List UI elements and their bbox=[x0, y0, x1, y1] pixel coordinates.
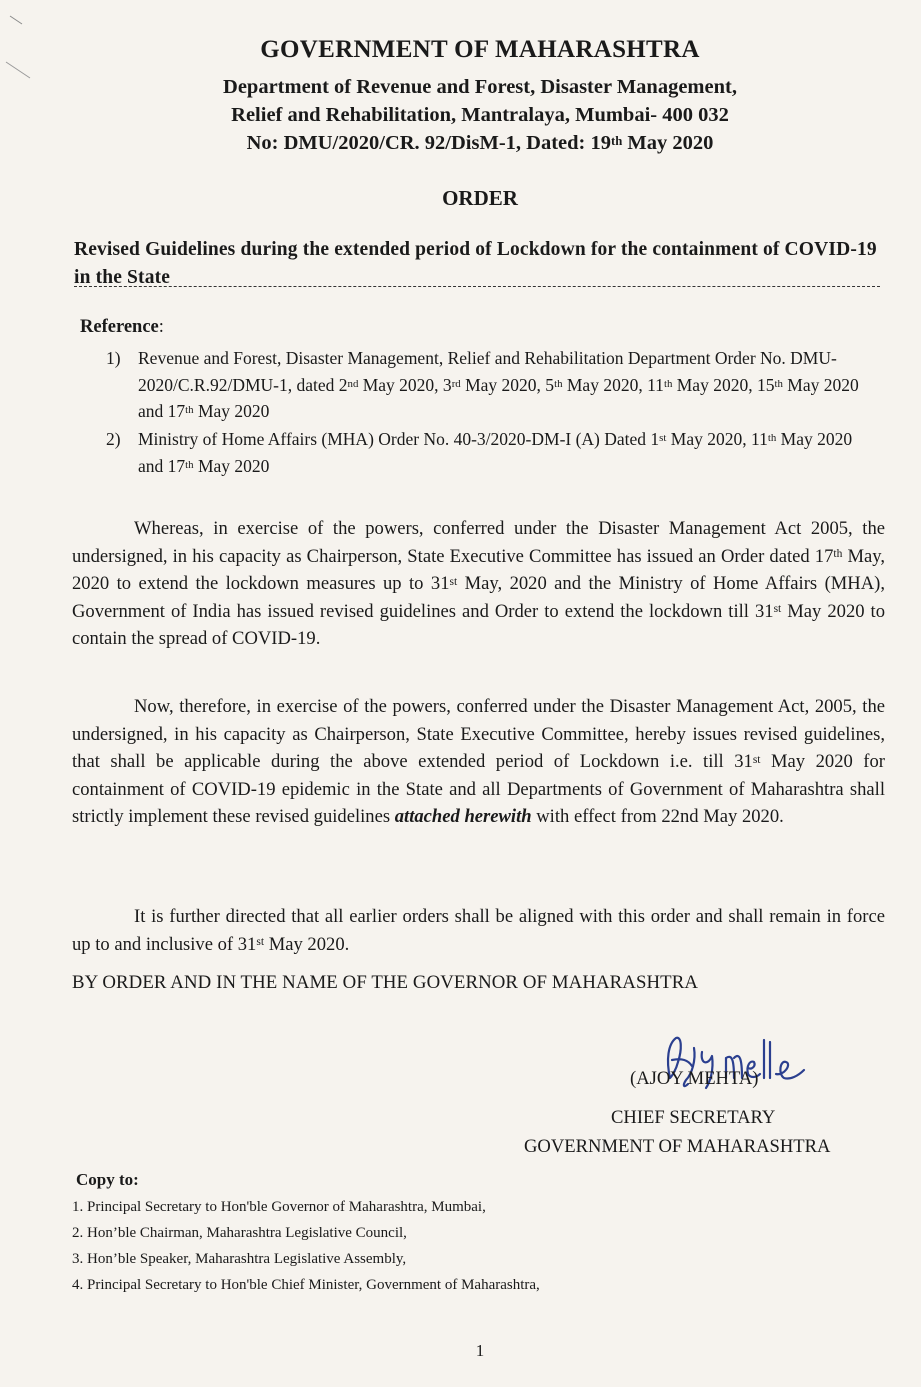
signatory-organization: GOVERNMENT OF MAHARASHTRA bbox=[524, 1136, 831, 1157]
reference-number: 2) bbox=[106, 429, 121, 449]
reference-number: 1) bbox=[106, 348, 121, 368]
dashed-divider bbox=[74, 286, 880, 287]
reference-item bbox=[106, 345, 866, 425]
order-title: ORDER bbox=[442, 186, 518, 210]
reference-heading-text: Reference bbox=[80, 317, 159, 337]
ordinal-sup: th bbox=[611, 133, 623, 148]
subject-heading: Revised Guidelines during the extended period of Lockdown for the containment of COVID-19 in the State bbox=[74, 239, 877, 288]
reference-colon: : bbox=[158, 317, 164, 337]
body-paragraph: Whereas, in exercise of the powers, conferred under the Disaster Management Act 2005, the undersigned, in his capacity as Chairperson, State Executive Committee has issued an Order dated 17th May, 2020 to extend the lockdown measures up to 31st May, 2020 and the Ministry of Home Affairs (MHA), Government of India has issued revised guidelines and Order to extend the lockdown till 31st May 2020 to contain the spread of COVID-19. bbox=[72, 518, 885, 649]
copy-to-item: 1. Principal Secretary to Hon'ble Governor of Maharashtra, Mumbai, bbox=[72, 1199, 486, 1215]
signatory-designation: CHIEF SECRETARY bbox=[611, 1107, 776, 1128]
page-number: 1 bbox=[475, 1341, 485, 1360]
department-line-1: Department of Revenue and Forest, Disaster Management, bbox=[223, 76, 737, 98]
copy-to-item: 4. Principal Secretary to Hon'ble Chief Minister, Government of Maharashtra, bbox=[72, 1277, 540, 1293]
order-number-text: May 2020 bbox=[622, 132, 714, 154]
reference-item bbox=[106, 426, 866, 479]
body-paragraph: It is further directed that all earlier orders shall be aligned with this order and shall remain in force up to and inclusive of 31st May 2020. bbox=[72, 906, 885, 955]
government-heading: GOVERNMENT OF MAHARASHTRA bbox=[260, 36, 700, 63]
signatory-name: (AJOY MEHTA) bbox=[630, 1068, 759, 1089]
copy-to-item: 3. Hon’ble Speaker, Maharashtra Legislative Assembly, bbox=[72, 1251, 407, 1267]
reference-heading bbox=[80, 317, 164, 338]
reference-text: Ministry of Home Affairs (MHA) Order No. 40-3/2020-DM-I (A) Dated 1st May 2020, 11th May 2020 and 17th May 2020 bbox=[138, 429, 853, 476]
by-order-line: BY ORDER AND IN THE NAME OF THE GOVERNOR OF MAHARASHTRA bbox=[72, 972, 699, 993]
reference-text: Revenue and Forest, Disaster Management, Relief and Rehabilitation Department Order No. DMU-2020/C.R.92/DMU-1, dated 2nd May 2020, 3rd May 2020, 5th May 2020, 11th May 2020, 15th May 2020 and 17th May 2020 bbox=[138, 348, 859, 421]
order-number-text: No: DMU/2020/CR. 92/DisM-1, Dated: 19 bbox=[246, 132, 611, 154]
emphasis-text: attached herewith bbox=[394, 806, 532, 827]
copy-to-item: 2. Hon’ble Chairman, Maharashtra Legislative Council, bbox=[72, 1225, 407, 1241]
body-paragraph: Now, therefore, in exercise of the powers, conferred under the Disaster Management Act, 2005, the undersigned, in his capacity as Chairperson, State Executive Committee, hereby issues revised guidelines, that shall be applicable during the above extended period of Lockdown i.e. till 31st May 2020 for containment of COVID-19 epidemic in the State and all Departments of Government of Maharashtra shall strictly implement these revised guidelines attached herewith with effect from 22nd May 2020. bbox=[72, 696, 885, 827]
copy-to-heading: Copy to: bbox=[76, 1170, 139, 1189]
department-line-2: Relief and Rehabilitation, Mantralaya, Mumbai- 400 032 bbox=[231, 104, 729, 126]
order-number bbox=[0, 132, 921, 155]
